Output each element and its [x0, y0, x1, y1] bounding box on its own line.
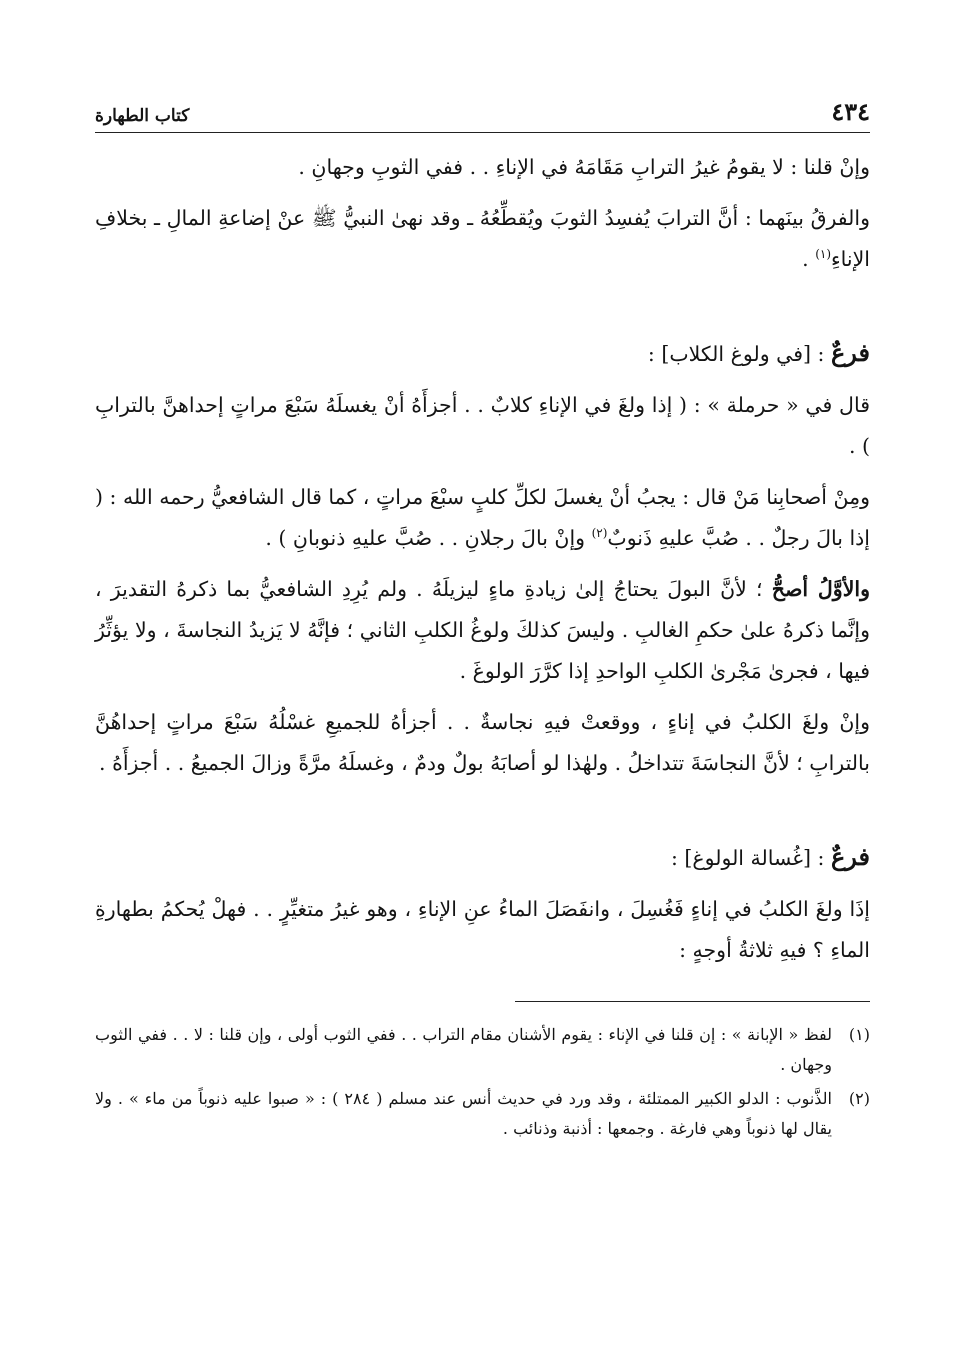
- footnote-ref[interactable]: (٢): [591, 526, 608, 541]
- emphasis: والأوَّلُ أصحُّ: [771, 577, 870, 601]
- paragraph: وإنْ قلنا : لا يقومُ غيرُ الترابِ مَقَامَهُ في الإناءِ . . ففي الثوبِ وجهانِ .: [298, 155, 870, 179]
- page-header: [95, 92, 870, 133]
- paragraph: [95, 198, 870, 280]
- heading-lead: فرعٌ: [830, 338, 870, 367]
- running-title: كتاب الطهارة: [95, 106, 190, 126]
- paragraph-text: والفرقُ بينَهما : أنَّ الترابَ يُفسِدُ الثوبَ ويُقطِّعُهُ ـ وقد نهىٰ النبيُّ ﷺ عنْ إضاعةِ المالِ ـ بخلافِ الإناءِ: [95, 206, 870, 271]
- book-page: [95, 92, 870, 1148]
- paragraph: [95, 569, 870, 692]
- paragraph-text: وإنْ بالَ رجلانِ . . صُبَّ عليهِ ذنوبانِ ) .: [265, 526, 592, 550]
- paragraph-text: .: [802, 247, 816, 271]
- footnote-mark: (٢): [848, 1089, 870, 1108]
- footnote: [95, 1084, 870, 1144]
- footnote: [95, 1020, 870, 1080]
- paragraph: إذَا ولغَ الكلبُ في إناءٍ فَغُسِلَ ، وانفَصَلَ الماءُ عنِ الإناءِ ، وهو غيرُ متغيِّرٍ . . فهلْ يُحكمُ بطهارةِ الماءِ ؟ فيهِ ثلاثةُ أوجهٍ :: [95, 897, 870, 962]
- paragraph-text: ؛ لأنَّ البولَ يحتاجُ إلىٰ زيادةِ ماءٍ ليزيلَهُ . ولم يُرِدِ الشافعيُّ بما ذكرهُ التقديرَ ، وإنَّما ذكرهُ علىٰ حكمِ الغالبِ . وليسَ كذلكَ ولوغُ الكلبِ الثاني ؛ فإنَّهُ لا يَزيدُ النجاسةَ ، ولا يؤثِّرُ فيها ، فجرىٰ مَجْرىٰ الكلبِ الواحدِ إذا كرَّرَ الولوغَ .: [95, 577, 870, 683]
- section-heading: [95, 836, 870, 879]
- page-number: ٤٣٤: [831, 97, 870, 126]
- paragraph: قال في « حرملة » : ( إذا ولغَ في الإناءِ كلابٌ . . أجزأَهُ أنْ يغسلَهُ سَبْعَ مراتٍ إحداهنَّ بالترابِ ) .: [95, 393, 870, 458]
- heading-lead: فرعٌ: [830, 842, 870, 871]
- footnote-text: الذَّنوب : الدلو الكبير الممتلئة ، وقد ورد في حديث أنس عند مسلم ( ٢٨٤ ) : « صبوا عليه ذنوباً من ماء » . ولا يقال لها ذنوباً وهي فارغة . وجمعها : أذنبة وذنائب .: [95, 1089, 833, 1138]
- footnotes: [95, 1020, 870, 1144]
- paragraph-text: ومِنْ أصحابِنا مَنْ قال : يجبُ أنْ يغسلَ لكلِّ كلبٍ سبْعَ مراتٍ ، كما قال الشافعيُّ رحمه الله : ( إذا بالَ رجلٌ . . صُبَّ عليهِ ذَنوبٌ: [95, 485, 870, 550]
- heading-title: : [غُسالة الولوغ] :: [670, 846, 831, 870]
- footnote-text: لفظ « الإبانة » : إن قلنا في الإناء : يقوم الأشنان مقام التراب . . ففي الثوب أولى ، وإن قلنا : لا . . ففي الثوب وجهان .: [95, 1025, 832, 1074]
- footnote-mark: (١): [848, 1025, 870, 1044]
- footnote-divider: [515, 1001, 870, 1002]
- paragraph: [95, 477, 870, 559]
- main-text: [95, 147, 870, 971]
- paragraph: وإنْ ولغَ الكلبُ في إناءٍ ، ووقعتْ فيهِ نجاسةٌ . . أجزأهُ للجميعِ غسْلُهُ سَبْعَ مراتٍ إحداهُنَّ بالترابِ ؛ لأنَّ النجاسَةَ تتداخلُ . ولهٰذا لو أصابَهُ بولٌ ودمٌ ، وغسلَهُ مرَّةً وزالَ الجميعُ . . أجزأَهُ .: [95, 710, 870, 775]
- heading-title: : [في ولوغ الكلاب] :: [647, 342, 831, 366]
- footnote-ref[interactable]: (١): [815, 247, 832, 262]
- section-heading: [95, 332, 870, 375]
